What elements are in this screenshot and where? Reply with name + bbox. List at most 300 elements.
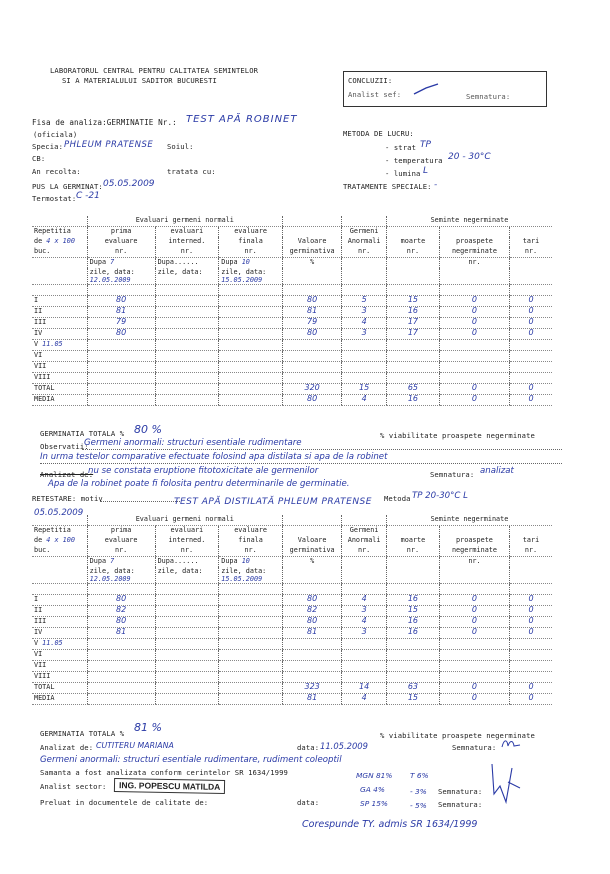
table-cell: nr. xyxy=(509,546,552,557)
row-label: VI xyxy=(32,351,87,362)
row-label: TOTAL xyxy=(32,384,87,395)
analyst-signature xyxy=(500,737,522,751)
dead-value xyxy=(386,672,439,683)
table-row xyxy=(32,307,552,318)
abnormal-value: 14 xyxy=(342,683,387,694)
hard-value xyxy=(509,373,552,384)
table-cell: germinativa xyxy=(282,247,341,258)
row-label: V 11.05 xyxy=(32,639,87,650)
table-cell xyxy=(439,285,509,296)
hard-value xyxy=(509,661,552,672)
table-cell: nr. xyxy=(342,546,387,557)
table-cell xyxy=(509,557,552,568)
intermediate-eval-value xyxy=(155,694,219,705)
table-cell: finala xyxy=(219,536,283,546)
rep-header: Repetitia xyxy=(34,227,71,235)
table-row xyxy=(32,606,552,617)
table-cell: Dupa 7 xyxy=(87,557,155,568)
ungerminated-header: Seminte negerminate xyxy=(386,216,552,227)
chief-signature-label: Semnatura: xyxy=(438,787,483,796)
abnormal-value: 4 xyxy=(342,595,387,606)
first-eval-value xyxy=(87,351,155,362)
table-cell: zile, data: xyxy=(155,567,219,584)
analysis-date-label: data: xyxy=(297,743,320,752)
intermediate-eval-value xyxy=(155,595,219,606)
dead-value xyxy=(386,340,439,351)
tolerance-mgn-t: T 6% xyxy=(410,771,429,780)
table-cell: interned. xyxy=(155,237,219,247)
table-cell: Valoare xyxy=(282,237,341,247)
hard-value: 0 xyxy=(509,606,552,617)
abnormal-value xyxy=(342,373,387,384)
lab-name-line2: SI A MATERIALULUI SADITOR BUCURESTI xyxy=(62,76,217,85)
intermediate-eval-value xyxy=(155,329,219,340)
hard-value: 0 xyxy=(509,683,552,694)
treated-with-label: tratata cu: xyxy=(167,167,216,176)
table-cell xyxy=(87,584,155,595)
table-cell: nr. xyxy=(155,247,219,258)
row-label: I xyxy=(32,296,87,307)
intermediate-eval-value xyxy=(155,362,219,373)
observations-label: Observatii: xyxy=(40,442,89,451)
first-eval-value: 79 xyxy=(87,318,155,329)
table-cell xyxy=(386,584,439,595)
hard-value xyxy=(509,639,552,650)
table-cell: tari xyxy=(509,237,552,247)
table-row xyxy=(32,395,552,406)
chief-signature xyxy=(486,758,526,806)
table-cell xyxy=(282,567,341,584)
table-row xyxy=(32,351,552,362)
final-eval-value xyxy=(219,329,283,340)
table-cell: nr. xyxy=(386,247,439,258)
observations-line-3: nu se constata eruptione fitotoxicitate ale germenilor xyxy=(88,466,319,476)
germinative-value xyxy=(282,340,341,351)
table-cell xyxy=(386,268,439,285)
fresh-value xyxy=(439,373,509,384)
table-row xyxy=(32,329,552,340)
first-eval-value: 80 xyxy=(87,595,155,606)
light-value: L xyxy=(423,166,429,176)
table-cell: nr. xyxy=(386,546,439,557)
abnormal-value: 3 xyxy=(342,329,387,340)
tolerance-ga-t: - 3% xyxy=(410,787,427,796)
final-eval-value xyxy=(219,351,283,362)
table-cell xyxy=(219,584,283,595)
row-label: VII xyxy=(32,362,87,373)
germinative-value: 320 xyxy=(282,384,341,395)
table-row xyxy=(32,650,552,661)
row-label: VI xyxy=(32,650,87,661)
final-eval-value xyxy=(219,661,283,672)
final-eval-value xyxy=(219,694,283,705)
intermediate-eval-value xyxy=(155,296,219,307)
germinative-value xyxy=(282,650,341,661)
fresh-value: 0 xyxy=(439,318,509,329)
table-cell: evaluare xyxy=(87,536,155,546)
germinative-value: 323 xyxy=(282,683,341,694)
table-cell: Germeni xyxy=(342,227,387,238)
germinative-value xyxy=(282,639,341,650)
abnormal-value: 3 xyxy=(342,606,387,617)
table-cell: nr. xyxy=(509,247,552,258)
table-cell: evaluare xyxy=(219,526,283,537)
rep-size-cell: de 4 x 100 xyxy=(34,536,75,544)
table-cell: negerminate xyxy=(439,546,509,557)
fresh-value: 0 xyxy=(439,606,509,617)
viability-note-1: % viabilitate proaspete negerminate xyxy=(380,431,535,440)
first-eval-value: 81 xyxy=(87,628,155,639)
intermediate-eval-value xyxy=(155,683,219,694)
germinative-value: 82 xyxy=(282,606,341,617)
germinative-value: 80 xyxy=(282,296,341,307)
dead-value: 16 xyxy=(386,617,439,628)
analyst-chief-label: Analist sef: xyxy=(348,90,402,99)
row-label: II xyxy=(32,606,87,617)
row-label: II xyxy=(32,307,87,318)
table-cell: nr. xyxy=(87,247,155,258)
row-label: VII xyxy=(32,661,87,672)
observations-line-4: Apa de la robinet poate fi folosita pentru determinarile de germinatie. xyxy=(48,479,350,489)
analyst-signature-label: Semnatura: xyxy=(452,743,497,752)
dead-value xyxy=(386,661,439,672)
table-cell xyxy=(509,567,552,584)
germinative-value xyxy=(282,672,341,683)
special-treatments-label: TRATAMENTE SPECIALE: xyxy=(343,182,432,191)
table-cell xyxy=(439,227,509,238)
tolerance-mgn: MGN 81% xyxy=(356,771,393,780)
intermediate-eval-value xyxy=(155,373,219,384)
hard-value: 0 xyxy=(509,628,552,639)
conclusions-label: CONCLUZII: xyxy=(348,76,393,85)
hard-value: 0 xyxy=(509,384,552,395)
final-eval-value xyxy=(219,606,283,617)
first-eval-value xyxy=(87,694,155,705)
germinative-value: 81 xyxy=(282,628,341,639)
table-cell xyxy=(509,584,552,595)
dead-value xyxy=(386,373,439,384)
signature-label-1: Semnatura: xyxy=(430,470,475,479)
abnormal-value: 3 xyxy=(342,307,387,318)
retest-label: RETESTARE: motiv xyxy=(32,494,103,503)
table-cell xyxy=(282,515,341,526)
fresh-value: 0 xyxy=(439,694,509,705)
fresh-value: 0 xyxy=(439,617,509,628)
table-cell xyxy=(386,567,439,584)
abnormal-value: 15 xyxy=(342,384,387,395)
table-cell: buc. xyxy=(32,247,87,258)
table-cell xyxy=(282,584,341,595)
abnormal-value: 4 xyxy=(342,694,387,705)
germinative-value: 80 xyxy=(282,617,341,628)
table-cell xyxy=(342,567,387,584)
table-cell: proaspete xyxy=(439,536,509,546)
observations-line-1: Germeni anormali: structuri esentiale rudimentare xyxy=(84,438,302,448)
dead-value: 15 xyxy=(386,296,439,307)
table-cell xyxy=(439,526,509,537)
normal-evals-header: Evaluari germeni normali xyxy=(87,515,282,526)
first-eval-value: 80 xyxy=(87,329,155,340)
table-cell xyxy=(155,285,219,296)
fresh-value: 0 xyxy=(439,395,509,406)
table-cell xyxy=(342,557,387,568)
abnormal-value xyxy=(342,340,387,351)
tolerance-ga: GA 4% xyxy=(360,785,385,794)
final-eval-value xyxy=(219,384,283,395)
abnormal-value: 5 xyxy=(342,296,387,307)
dead-value: 63 xyxy=(386,683,439,694)
table-cell: nr. xyxy=(155,546,219,557)
retest-value: TEST APĂ DISTILATĂ PHLEUM PRATENSE xyxy=(174,497,372,507)
table-row xyxy=(32,672,552,683)
table-cell: Dupa...... xyxy=(155,557,219,568)
tolerance-sp-t: - 5% xyxy=(410,801,427,810)
temperature-value: 20 - 30°C xyxy=(448,152,491,162)
abnormal-value xyxy=(342,362,387,373)
tolerance-sp: SP 15% xyxy=(360,799,388,808)
fresh-value xyxy=(439,650,509,661)
table-cell: zile, data: xyxy=(155,268,219,285)
dead-value: 16 xyxy=(386,595,439,606)
row-label: VIII xyxy=(32,672,87,683)
table-cell: evaluari xyxy=(155,526,219,537)
table-cell xyxy=(342,216,387,227)
germinative-value: 81 xyxy=(282,694,341,705)
intermediate-eval-value xyxy=(155,307,219,318)
row-label: MEDIA xyxy=(32,395,87,406)
analyst-stamp: ING. POPESCU MATILDA xyxy=(114,778,226,794)
hard-value: 0 xyxy=(509,617,552,628)
first-eval-value xyxy=(87,373,155,384)
row-label: IV xyxy=(32,628,87,639)
table-row xyxy=(32,694,552,705)
table-cell xyxy=(282,268,341,285)
table-cell: evaluare xyxy=(87,237,155,247)
table-cell: Germeni xyxy=(342,526,387,537)
analyzed-by-label-1: Analizat de: xyxy=(40,470,94,479)
first-eval-value: 82 xyxy=(87,606,155,617)
table-cell: Dupa 10 xyxy=(219,258,283,269)
analyzed-by-label: Analizat de: xyxy=(40,743,94,752)
fresh-value: 0 xyxy=(439,307,509,318)
table-cell: moarte xyxy=(386,536,439,546)
cb-label: CB: xyxy=(32,154,46,163)
sheet-title-value: TEST APĂ ROBINET xyxy=(186,114,298,125)
table-cell: zile, data: 15.05.2009 xyxy=(219,268,283,285)
table-cell: Dupa 7 xyxy=(87,258,155,269)
rep-header: Repetitia xyxy=(34,526,71,534)
table-cell xyxy=(342,584,387,595)
first-eval-value xyxy=(87,661,155,672)
hard-value xyxy=(509,672,552,683)
hard-value xyxy=(509,340,552,351)
closing-note: Corespunde TY. admis SR 1634/1999 xyxy=(302,819,478,830)
first-eval-value xyxy=(87,340,155,351)
table-row xyxy=(32,628,552,639)
transcribed-signature-label: Semnatura: xyxy=(438,800,483,809)
table-row xyxy=(32,639,552,650)
dead-value: 15 xyxy=(386,606,439,617)
abnormal-value xyxy=(342,639,387,650)
intermediate-eval-value xyxy=(155,628,219,639)
table-row xyxy=(32,384,552,395)
hard-value: 0 xyxy=(509,395,552,406)
conclusions-box xyxy=(343,71,547,107)
table-cell: tari xyxy=(509,536,552,546)
table-cell: finala xyxy=(219,237,283,247)
table-cell: Dupa...... xyxy=(155,258,219,269)
table-cell xyxy=(342,515,387,526)
abnormal-value xyxy=(342,351,387,362)
germinative-value: 80 xyxy=(282,395,341,406)
table-cell xyxy=(32,584,87,595)
fresh-value: 0 xyxy=(439,595,509,606)
table-cell: prima xyxy=(87,526,155,537)
table-cell xyxy=(386,557,439,568)
final-eval-value xyxy=(219,373,283,384)
table-row xyxy=(32,683,552,694)
hard-value: 0 xyxy=(509,318,552,329)
harvest-year-label: An recolta: xyxy=(32,167,81,176)
dead-value xyxy=(386,351,439,362)
official-label: (oficiala) xyxy=(33,130,78,139)
intermediate-eval-value xyxy=(155,661,219,672)
normal-evals-header: Evaluari germeni normali xyxy=(87,216,282,227)
retest-date: 05.05.2009 xyxy=(34,508,84,518)
table-cell xyxy=(342,258,387,269)
hard-value: 0 xyxy=(509,694,552,705)
species-value: PHLEUM PRATENSE xyxy=(64,140,154,150)
first-eval-value xyxy=(87,672,155,683)
table-cell xyxy=(282,216,341,227)
table-cell: nr. xyxy=(219,247,283,258)
germinative-value: 80 xyxy=(282,595,341,606)
fresh-value: 0 xyxy=(439,384,509,395)
table-cell: prima xyxy=(87,227,155,238)
table-cell: nr. xyxy=(439,258,509,269)
germinative-value: 79 xyxy=(282,318,341,329)
fresh-value xyxy=(439,340,509,351)
sector-analyst-label: Analist sector: xyxy=(40,782,107,791)
dead-value: 16 xyxy=(386,307,439,318)
table-cell xyxy=(32,557,87,568)
hard-value: 0 xyxy=(509,329,552,340)
analyzed-by-value: CUTITERU MARIANA xyxy=(96,741,174,750)
fresh-value: 0 xyxy=(439,683,509,694)
row-label: III xyxy=(32,318,87,329)
table-cell xyxy=(386,227,439,238)
method-label: METODA DE LUCRU: xyxy=(343,129,414,138)
table-cell: interned. xyxy=(155,536,219,546)
put-to-germinate-label: PUS LA GERMINAT: xyxy=(32,182,103,191)
final-eval-value xyxy=(219,307,283,318)
final-eval-value xyxy=(219,628,283,639)
substrate-label: - strat xyxy=(385,143,416,152)
table-cell xyxy=(342,268,387,285)
table-cell xyxy=(386,258,439,269)
conform-statement: Samanta a fost analizata conform cerintelor SR 1634/1999 xyxy=(40,768,288,777)
hard-value: 0 xyxy=(509,595,552,606)
table-cell xyxy=(386,285,439,296)
fresh-value xyxy=(439,639,509,650)
hard-value xyxy=(509,351,552,362)
final-eval-value xyxy=(219,340,283,351)
thermostat-value: C -21 xyxy=(76,191,100,201)
final-eval-value xyxy=(219,639,283,650)
observations-line-2: In urma testelor comparative efectuate folosind apa distilata si apa de la robinet xyxy=(40,452,388,462)
transcribed-date-label: data: xyxy=(297,798,320,807)
table-cell xyxy=(32,216,87,227)
table-cell: evaluare xyxy=(219,227,283,238)
row-label: VIII xyxy=(32,373,87,384)
germ-total-label-2: GERMINATIA TOTALA % xyxy=(40,729,125,738)
germinative-value: 81 xyxy=(282,307,341,318)
analyst-chief-signature-label: Semnatura: xyxy=(466,92,511,101)
table-cell: Dupa 10 xyxy=(219,557,283,568)
table-cell: evaluari xyxy=(155,227,219,238)
table-cell: nr. xyxy=(219,546,283,557)
final-eval-value xyxy=(219,362,283,373)
put-to-germinate-value: 05.05.2009 xyxy=(103,179,155,189)
table-cell xyxy=(509,268,552,285)
intermediate-eval-value xyxy=(155,639,219,650)
table-cell: % xyxy=(282,258,341,269)
table-row xyxy=(32,362,552,373)
retest-method-label: Metoda xyxy=(384,494,411,503)
first-eval-value: 81 xyxy=(87,307,155,318)
substrate-value: TP xyxy=(420,140,431,150)
species-label: Specia: xyxy=(32,142,63,151)
intermediate-eval-value xyxy=(155,340,219,351)
dead-value xyxy=(386,650,439,661)
transcribed-label: Preluat in documentele de calitate de: xyxy=(40,798,209,807)
sheet-title-label: Fisa de analiza:GERMINATIE Nr.: xyxy=(32,118,177,127)
soil-label: Soiul: xyxy=(167,142,194,151)
germinative-value xyxy=(282,373,341,384)
fresh-value xyxy=(439,661,509,672)
dead-value: 17 xyxy=(386,318,439,329)
analysis-date-value: 11.05.2009 xyxy=(320,741,368,751)
row-label: III xyxy=(32,617,87,628)
final-eval-value xyxy=(219,650,283,661)
abnormal-value xyxy=(342,661,387,672)
viability-note-2: % viabilitate proaspete negerminate xyxy=(380,731,535,740)
dead-value: 17 xyxy=(386,329,439,340)
table-cell xyxy=(219,285,283,296)
germinative-value xyxy=(282,362,341,373)
first-eval-value xyxy=(87,362,155,373)
abnormal-value: 4 xyxy=(342,395,387,406)
table-cell: Anormali xyxy=(342,536,387,546)
first-eval-value xyxy=(87,395,155,406)
table-row xyxy=(32,340,552,351)
row-label: IV xyxy=(32,329,87,340)
dead-value: 15 xyxy=(386,694,439,705)
final-eval-value xyxy=(219,595,283,606)
table-cell: nr. xyxy=(87,546,155,557)
rep-size-cell: de 4 x 100 xyxy=(34,237,75,245)
intermediate-eval-value xyxy=(155,318,219,329)
first-eval-value xyxy=(87,683,155,694)
table-cell: % xyxy=(282,557,341,568)
dead-value: 65 xyxy=(386,384,439,395)
intermediate-eval-value xyxy=(155,351,219,362)
final-eval-value xyxy=(219,296,283,307)
table-cell xyxy=(32,515,87,526)
dead-value xyxy=(386,639,439,650)
table-cell xyxy=(509,258,552,269)
table-cell xyxy=(386,526,439,537)
